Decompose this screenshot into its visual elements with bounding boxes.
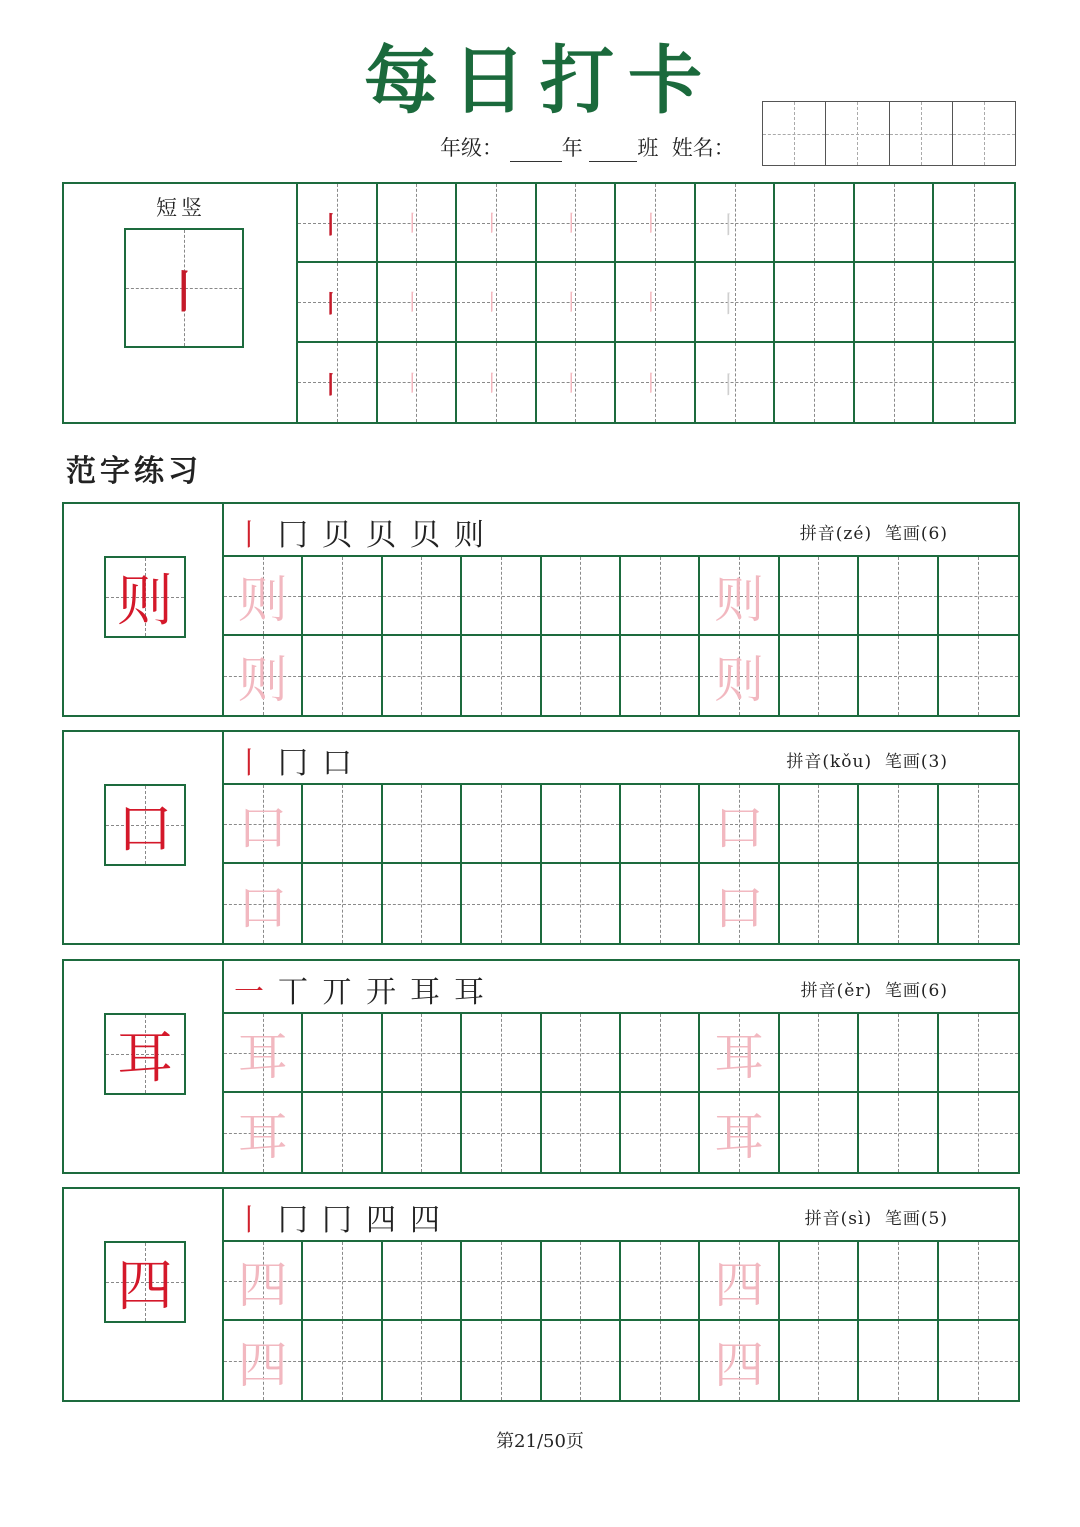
writing-cell[interactable] [383,1093,462,1172]
writing-cell[interactable] [303,1093,382,1172]
writing-cell[interactable] [542,636,621,715]
character-header [224,961,1018,1014]
writing-cell[interactable] [462,1242,541,1321]
pinyin-label: 拼音(ěr) [800,981,873,1001]
writing-cell[interactable] [303,785,382,864]
stroke-practice-cell[interactable] [616,184,696,263]
writing-cell[interactable] [621,864,700,943]
stroke-practice-cell[interactable] [855,263,935,342]
writing-cell[interactable] [939,636,1018,715]
stroke-model-glyph: 丨 [162,267,206,318]
stroke-practice-cell[interactable] [537,184,617,263]
stroke-trace-glyph: 丨 [318,289,343,319]
stroke-practice-cell[interactable] [855,184,935,263]
page-title: 每日打卡 [364,38,716,124]
stroke-practice-cell[interactable] [934,184,1014,263]
writing-cell[interactable] [542,1014,621,1093]
stroke-order-step: 贝 [366,518,410,553]
writing-cell[interactable] [383,1321,462,1400]
model-character: 四 [117,1254,173,1319]
stroke-practice-cell[interactable] [616,343,696,422]
stroke-count-label: 笔画(6) [884,981,948,1001]
stroke-trace-glyph: 丨 [401,212,424,238]
name-cell[interactable] [953,102,1015,165]
stroke-name: 短竖 [156,196,206,220]
stroke-practice-cell[interactable] [457,263,537,342]
stroke-order-step: 冂 [322,1203,366,1238]
writing-cell[interactable] [303,1321,382,1400]
pinyin-label: 拼音(zé) [799,524,873,544]
writing-cell[interactable] [939,557,1018,636]
model-character-box [104,556,186,638]
writing-cell[interactable] [462,785,541,864]
name-cell[interactable] [763,102,826,165]
stroke-order-step: 四 [410,1203,454,1238]
trace-character: 则 [237,650,288,709]
stroke-order-step: 丨 [234,746,278,781]
writing-cell[interactable] [700,557,779,636]
writing-cell[interactable] [383,1242,462,1321]
stroke-practice-cell[interactable] [616,263,696,342]
writing-cell[interactable] [780,1014,859,1093]
writing-cell[interactable] [859,1242,938,1321]
stroke-trace-glyph: 丨 [480,212,503,238]
stroke-order-step: 冂 [278,518,322,553]
model-character-box [104,784,186,866]
stroke-trace-glyph: 丨 [716,211,741,240]
name-cell[interactable] [890,102,953,165]
writing-cell[interactable] [383,557,462,636]
writing-cell[interactable] [859,864,938,943]
stroke-order [234,738,366,782]
stroke-trace-glyph: 丨 [401,291,424,317]
writing-cell[interactable] [224,1014,303,1093]
name-cell[interactable] [826,102,889,165]
stroke-order-step: 丨 [234,1203,278,1238]
trace-character: 则 [714,650,765,709]
writing-cell[interactable] [542,785,621,864]
student-info-line [440,132,735,162]
writing-cell[interactable] [224,1093,303,1172]
writing-grid [224,1014,1018,1172]
writing-cell[interactable] [621,1093,700,1172]
writing-cell[interactable] [939,1093,1018,1172]
pinyin-label: 拼音(sì) [804,1209,873,1229]
stroke-order-step: 冂 [278,746,322,781]
writing-cell[interactable] [462,1093,541,1172]
stroke-trace-glyph: 丨 [639,291,662,317]
model-character: 耳 [117,1026,173,1091]
stroke-practice-cell[interactable] [537,343,617,422]
trace-character: 四 [237,1335,288,1394]
model-character-panel [64,961,224,1172]
character-practice-block [62,730,1020,945]
writing-cell[interactable] [542,1093,621,1172]
stroke-practice-cell[interactable] [378,263,458,342]
stroke-practice-cell[interactable] [775,263,855,342]
stroke-practice-cell[interactable] [378,343,458,422]
writing-grid [224,785,1018,943]
stroke-order-step: 耳 [454,975,498,1010]
stroke-order-step: 贝 [322,518,366,553]
writing-cell[interactable] [542,1242,621,1321]
writing-cell[interactable] [462,557,541,636]
writing-cell[interactable] [303,557,382,636]
trace-character: 口 [237,798,288,857]
stroke-order-step: 丨 [234,518,278,553]
stroke-practice-cell[interactable] [298,184,378,263]
model-character-box [104,1013,186,1095]
trace-character: 口 [714,878,765,937]
character-meta [805,1204,948,1229]
grade-label: 年级： [440,136,503,160]
trace-character: 口 [714,798,765,857]
stroke-order-step: 丌 [322,975,366,1010]
writing-cell[interactable] [939,1014,1018,1093]
character-practice-block [62,1187,1020,1402]
stroke-order-step: 贝 [410,518,454,553]
writing-cell[interactable] [621,1014,700,1093]
stroke-practice-grid [298,184,1014,422]
writing-cell[interactable] [224,1321,303,1400]
model-character: 则 [117,569,173,634]
writing-cell[interactable] [621,636,700,715]
stroke-practice-cell[interactable] [855,343,935,422]
writing-cell[interactable] [303,1014,382,1093]
stroke-trace-glyph: 丨 [716,370,741,399]
writing-cell[interactable] [383,864,462,943]
writing-cell[interactable] [939,1321,1018,1400]
writing-cell[interactable] [859,1014,938,1093]
writing-cell[interactable] [383,636,462,715]
trace-character: 口 [237,878,288,937]
writing-cell[interactable] [700,1093,779,1172]
writing-cell[interactable] [700,636,779,715]
stroke-order [234,967,498,1011]
stroke-practice-cell[interactable] [775,184,855,263]
stroke-order-step: 一 [234,975,278,1010]
stroke-order-step: 丅 [278,975,322,1010]
trace-character: 耳 [237,1027,288,1086]
writing-cell[interactable] [462,636,541,715]
writing-cell[interactable] [780,1321,859,1400]
writing-cell[interactable] [780,636,859,715]
stroke-practice-cell[interactable] [457,343,537,422]
writing-cell[interactable] [939,1242,1018,1321]
writing-cell[interactable] [224,557,303,636]
stroke-practice-cell[interactable] [934,343,1014,422]
stroke-order-step: 口 [322,746,366,781]
stroke-trace-glyph: 丨 [639,212,662,238]
trace-character: 耳 [237,1107,288,1166]
writing-cell[interactable] [462,864,541,943]
writing-grid [224,557,1018,715]
stroke-trace-glyph: 丨 [639,371,662,397]
writing-cell[interactable] [859,636,938,715]
writing-cell[interactable] [303,864,382,943]
character-practice-block [62,502,1020,717]
writing-cell[interactable] [542,864,621,943]
writing-cell[interactable] [700,1321,779,1400]
trace-character: 则 [237,570,288,629]
name-writing-boxes[interactable] [762,101,1016,166]
model-character-panel [64,1189,224,1400]
stroke-trace-glyph: 丨 [318,369,343,399]
stroke-order-step: 冂 [278,1203,322,1238]
writing-cell[interactable] [859,557,938,636]
trace-character: 四 [714,1255,765,1314]
writing-cell[interactable] [621,1242,700,1321]
writing-cell[interactable] [303,1242,382,1321]
writing-cell[interactable] [780,864,859,943]
trace-character: 四 [237,1255,288,1314]
writing-cell[interactable] [780,1093,859,1172]
stroke-practice-cell[interactable] [696,184,776,263]
stroke-count-label: 笔画(5) [884,1209,948,1229]
writing-cell[interactable] [542,1321,621,1400]
stroke-model-panel [64,184,298,422]
writing-cell[interactable] [303,636,382,715]
stroke-practice-block [62,182,1016,424]
stroke-trace-glyph: 丨 [560,371,583,397]
writing-cell[interactable] [383,785,462,864]
section-title: 范字练习 [66,454,202,489]
character-header [224,732,1018,785]
page-number: 第21/50页 [496,1431,584,1452]
writing-cell[interactable] [621,785,700,864]
stroke-practice-cell[interactable] [378,184,458,263]
stroke-trace-glyph: 丨 [480,371,503,397]
stroke-order-step: 开 [366,975,410,1010]
character-meta [800,519,948,544]
stroke-order [234,1195,454,1239]
writing-cell[interactable] [939,785,1018,864]
grade-blank[interactable] [510,139,562,162]
character-header [224,504,1018,557]
character-practice-block [62,959,1020,1174]
stroke-trace-glyph: 丨 [318,210,343,240]
stroke-practice-cell[interactable] [298,263,378,342]
stroke-practice-cell[interactable] [696,263,776,342]
writing-cell[interactable] [859,1321,938,1400]
character-meta [801,976,948,1001]
model-character-panel [64,732,224,943]
stroke-practice-cell[interactable] [775,343,855,422]
stroke-order-step: 四 [366,1203,410,1238]
stroke-order-step: 耳 [410,975,454,1010]
stroke-count-label: 笔画(6) [884,524,948,544]
stroke-trace-glyph: 丨 [401,371,424,397]
stroke-practice-cell[interactable] [537,263,617,342]
stroke-trace-glyph: 丨 [716,290,741,319]
stroke-practice-cell[interactable] [696,343,776,422]
writing-cell[interactable] [462,1014,541,1093]
stroke-practice-cell[interactable] [298,343,378,422]
writing-cell[interactable] [700,785,779,864]
writing-cell[interactable] [700,1242,779,1321]
writing-cell[interactable] [621,1321,700,1400]
class-suffix: 班 [637,136,659,160]
writing-cell[interactable] [859,785,938,864]
writing-cell[interactable] [542,557,621,636]
trace-character: 四 [714,1335,765,1394]
name-label: 姓名： [671,136,735,160]
class-blank[interactable] [589,139,637,162]
year-suffix: 年 [561,136,583,160]
stroke-trace-glyph: 丨 [480,291,503,317]
trace-character: 则 [714,570,765,629]
writing-cell[interactable] [224,785,303,864]
pinyin-label: 拼音(kǒu) [786,752,873,772]
writing-cell[interactable] [462,1321,541,1400]
stroke-practice-cell[interactable] [934,263,1014,342]
model-character-panel [64,504,224,715]
writing-cell[interactable] [780,557,859,636]
trace-character: 耳 [714,1027,765,1086]
writing-cell[interactable] [780,785,859,864]
writing-cell[interactable] [621,557,700,636]
writing-cell[interactable] [224,636,303,715]
writing-cell[interactable] [780,1242,859,1321]
writing-cell[interactable] [383,1014,462,1093]
character-header [224,1189,1018,1242]
stroke-trace-glyph: 丨 [560,291,583,317]
model-character: 口 [117,797,173,862]
writing-cell[interactable] [224,1242,303,1321]
character-meta [786,747,948,772]
stroke-order [234,510,498,554]
stroke-practice-cell[interactable] [457,184,537,263]
writing-cell[interactable] [859,1093,938,1172]
writing-cell[interactable] [224,864,303,943]
stroke-order-step: 则 [454,518,498,553]
stroke-trace-glyph: 丨 [560,212,583,238]
writing-cell[interactable] [700,1014,779,1093]
writing-cell[interactable] [700,864,779,943]
writing-cell[interactable] [939,864,1018,943]
trace-character: 耳 [714,1107,765,1166]
stroke-count-label: 笔画(3) [884,752,948,772]
stroke-model-box [124,228,244,348]
writing-grid [224,1242,1018,1400]
model-character-box [104,1241,186,1323]
